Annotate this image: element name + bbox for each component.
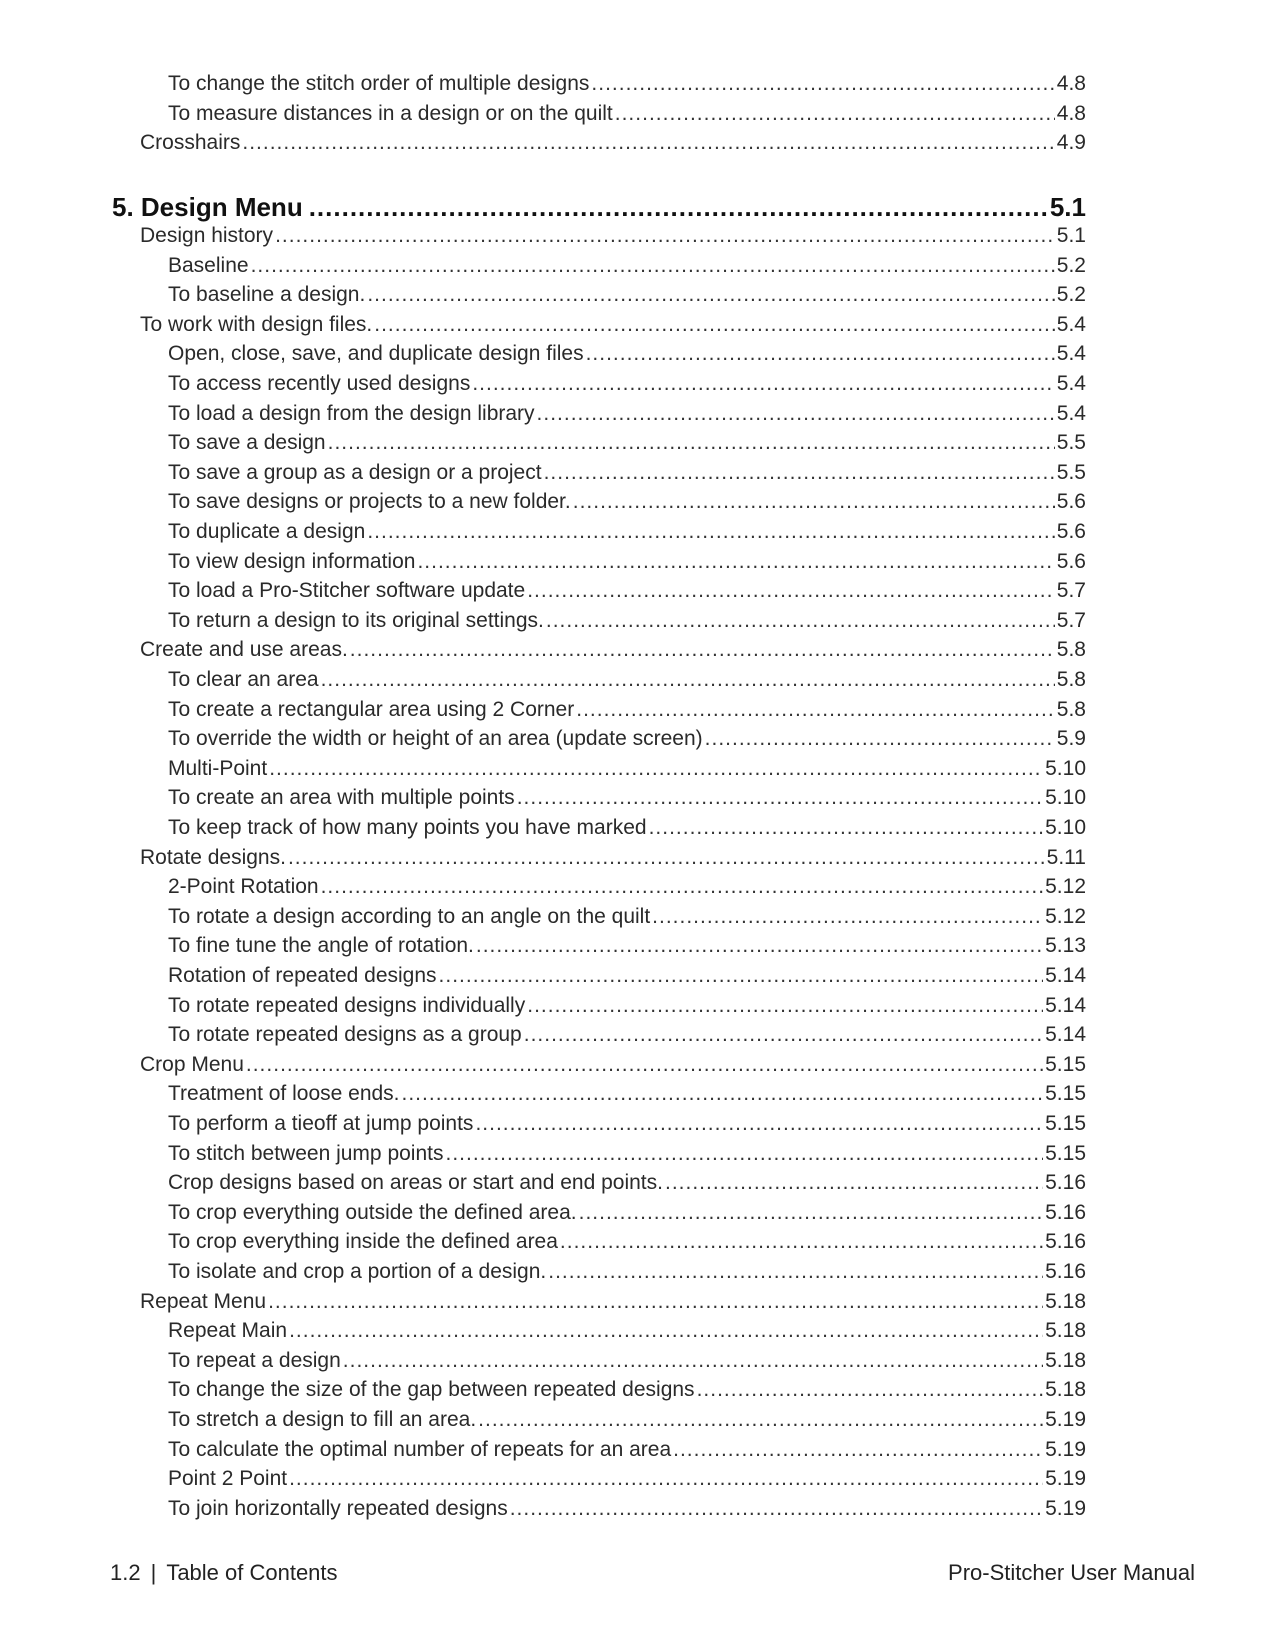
- dot-leader: [476, 931, 1043, 961]
- toc-entry-title: To load a design from the design library: [168, 401, 535, 425]
- dot-leader: [402, 1079, 1044, 1109]
- toc-entry-page-number: 5.4: [1056, 401, 1086, 425]
- toc-entry-title: To save designs or projects to a new folder.: [168, 490, 571, 514]
- toc-entry-title: To fine tune the angle of rotation.: [168, 934, 474, 958]
- toc-entry-title: To clear an area: [168, 668, 319, 691]
- dot-leader: [242, 128, 1054, 158]
- toc-entry-page-number: 5.14: [1045, 1023, 1086, 1047]
- toc-entry-page-number: 5.6: [1056, 549, 1086, 573]
- toc-entry[interactable]: [168, 1079, 1086, 1109]
- toc-entry-title: Rotation of repeated designs: [168, 964, 437, 987]
- toc-entry-title: Open, close, save, and duplicate design files: [168, 342, 584, 366]
- toc-entry-page-number: 5.12: [1045, 904, 1086, 928]
- toc-entry-title: Point 2 Point: [168, 1467, 288, 1491]
- toc-entry[interactable]: [168, 813, 1086, 843]
- toc-entry-page-number: 5.6: [1056, 490, 1086, 514]
- toc-entry[interactable]: [168, 487, 1086, 517]
- toc-entry-page-number: 5.9: [1056, 727, 1086, 751]
- toc-entry-page-number: 5.19: [1045, 1467, 1086, 1491]
- dot-leader: [321, 872, 1044, 902]
- toc-entry[interactable]: [168, 1375, 1086, 1405]
- toc-entry-title: Repeat Main: [168, 1319, 288, 1343]
- dot-leader: [343, 1346, 1043, 1376]
- toc-entry[interactable]: [140, 843, 1086, 873]
- toc-entry-title: To rotate a design according to an angle on the quilt: [168, 904, 651, 928]
- toc-entry-title: To save a design: [168, 431, 326, 455]
- dot-leader: [527, 991, 1043, 1021]
- dot-leader: [251, 251, 1055, 281]
- toc-entry[interactable]: [168, 339, 1086, 369]
- footer-section: Table of Contents: [166, 1560, 338, 1585]
- toc-entry[interactable]: [168, 1464, 1086, 1494]
- toc-entry-title: Multi-Point: [168, 756, 268, 780]
- toc-entry[interactable]: [168, 1346, 1086, 1376]
- toc-entry-title: Rotate designs.: [140, 845, 286, 869]
- dot-leader: [573, 487, 1055, 517]
- toc-entry-page-number: 5.19: [1045, 1408, 1086, 1431]
- toc-entry-title: To stretch a design to fill an area.: [168, 1408, 477, 1431]
- chapter-page-number: 5.1: [1049, 192, 1086, 222]
- toc-entry-page-number: 5.11: [1046, 845, 1086, 869]
- toc-entry-page-number: 5.16: [1045, 1200, 1086, 1224]
- toc-entry[interactable]: [168, 399, 1086, 429]
- toc-entry-title: To baseline a design.: [168, 283, 366, 307]
- toc-entry-title: To create an area with multiple points: [168, 786, 515, 810]
- dot-leader: [649, 813, 1044, 843]
- toc-entry-title: Crop designs based on areas or start and end points.: [168, 1171, 663, 1195]
- toc-entry-page-number: 5.18: [1045, 1289, 1086, 1313]
- dot-leader: [288, 843, 1045, 873]
- footer-manual-title: Pro-Stitcher User Manual: [948, 1560, 1195, 1585]
- toc-entry-page-number: 4.8: [1056, 72, 1086, 95]
- toc-entry[interactable]: [168, 665, 1086, 695]
- toc-entry-title: Create and use areas.: [140, 638, 348, 662]
- chapter-title: 5. Design Menu: [112, 192, 303, 222]
- toc-entry[interactable]: [168, 517, 1086, 547]
- toc-entry[interactable]: [168, 1405, 1086, 1435]
- toc-entry[interactable]: [168, 606, 1086, 636]
- toc-entry-page-number: 5.18: [1045, 1348, 1086, 1372]
- toc-entry-page-number: 5.16: [1045, 1171, 1086, 1195]
- dot-leader: [475, 1109, 1043, 1139]
- toc-entry-page-number: 5.14: [1045, 993, 1086, 1017]
- toc-entry-title: To view design information: [168, 549, 416, 573]
- dot-leader: [548, 1257, 1043, 1287]
- toc-entry[interactable]: [168, 1198, 1086, 1228]
- toc-entry[interactable]: [140, 1287, 1086, 1317]
- toc-entry-page-number: 5.7: [1056, 608, 1086, 632]
- dot-leader: [445, 1139, 1043, 1169]
- toc-entry[interactable]: [168, 724, 1086, 754]
- toc-entry-page-number: 4.9: [1056, 131, 1086, 155]
- toc-entry-page-number: 5.7: [1056, 579, 1086, 603]
- dot-leader: [537, 399, 1055, 429]
- toc-entry[interactable]: [168, 576, 1086, 606]
- toc-entry-title: To override the width or height of an area (update screen): [168, 727, 703, 751]
- toc-entry-title: Crosshairs: [140, 131, 241, 155]
- dot-leader: [579, 1198, 1044, 1228]
- toc-entry[interactable]: [168, 1139, 1086, 1169]
- dot-leader: [289, 1316, 1043, 1346]
- toc-entry-page-number: 5.2: [1056, 283, 1086, 307]
- toc-entry-page-number: 5.8: [1056, 638, 1086, 662]
- toc-entry-page-number: 5.4: [1056, 372, 1086, 395]
- toc-entry[interactable]: [168, 251, 1086, 281]
- dot-leader: [510, 1494, 1043, 1524]
- toc-entry[interactable]: [168, 902, 1086, 932]
- dot-leader: [309, 192, 1048, 223]
- toc-entry[interactable]: [168, 872, 1086, 902]
- toc-entry-page-number: 5.4: [1056, 342, 1086, 366]
- toc-entry[interactable]: [168, 783, 1086, 813]
- dot-leader: [321, 665, 1055, 695]
- toc-entry-title: To isolate and crop a portion of a design.: [168, 1260, 547, 1283]
- toc-entry-title: To keep track of how many points you have marked: [168, 816, 647, 839]
- toc-entry-title: To measure distances in a design or on the quilt: [168, 101, 613, 125]
- toc-entry-title: Crop Menu: [140, 1052, 244, 1076]
- toc-entry[interactable]: [140, 128, 1086, 158]
- toc-entry-page-number: 5.19: [1045, 1496, 1086, 1520]
- dot-leader: [517, 783, 1043, 813]
- toc-entry-title: To change the stitch order of multiple designs: [168, 72, 590, 95]
- toc-entry-title: To crop everything inside the defined area: [168, 1230, 558, 1254]
- toc-entry-title: To join horizontally repeated designs: [168, 1496, 508, 1520]
- dot-leader: [417, 547, 1054, 577]
- dot-leader: [665, 1168, 1043, 1198]
- toc-entry[interactable]: [168, 69, 1086, 99]
- toc-entry-page-number: 5.16: [1045, 1260, 1086, 1283]
- toc-entry[interactable]: [140, 221, 1086, 251]
- toc-entry-page-number: 5.4: [1056, 312, 1086, 336]
- dot-leader: [546, 606, 1055, 636]
- toc-entry-title: Design history: [140, 224, 274, 247]
- toc-entry-page-number: 5.6: [1056, 520, 1086, 543]
- toc-entry-page-number: 5.8: [1056, 668, 1086, 691]
- toc-entry-title: To create a rectangular area using 2 Corner: [168, 697, 575, 721]
- dot-leader: [328, 428, 1055, 458]
- toc-entry-page-number: 5.15: [1045, 1082, 1086, 1106]
- toc-entry-title: To return a design to its original settings.: [168, 608, 544, 632]
- toc-entry-title: Baseline: [168, 253, 249, 277]
- toc-entry-page-number: 5.5: [1056, 431, 1086, 455]
- toc-entry[interactable]: [168, 1257, 1086, 1287]
- dot-leader: [673, 1435, 1043, 1465]
- toc-entry[interactable]: [168, 991, 1086, 1021]
- toc-entry[interactable]: [168, 931, 1086, 961]
- toc-entry-page-number: 5.15: [1045, 1112, 1086, 1135]
- toc-entry-title: To duplicate a design: [168, 520, 366, 543]
- toc-entry-title: To rotate repeated designs individually: [168, 993, 526, 1017]
- toc-entry-page-number: 5.1: [1056, 224, 1086, 247]
- toc-entry-title: To change the size of the gap between repeated designs: [168, 1378, 695, 1402]
- footer-left: [110, 1560, 338, 1586]
- toc-entry-title: To stitch between jump points: [168, 1141, 444, 1165]
- toc-entry-page-number: 5.13: [1045, 934, 1086, 958]
- toc-entry[interactable]: [168, 1168, 1086, 1198]
- toc-entry[interactable]: [168, 1109, 1086, 1139]
- dot-leader: [591, 69, 1054, 99]
- toc-entry[interactable]: [168, 458, 1086, 488]
- dot-leader: [275, 221, 1055, 251]
- dot-leader: [289, 1464, 1043, 1494]
- toc-entry-page-number: 5.19: [1045, 1437, 1086, 1461]
- dot-leader: [246, 1050, 1043, 1080]
- toc-entry[interactable]: [168, 1435, 1086, 1465]
- toc-entry[interactable]: [168, 961, 1086, 991]
- toc-entry-title: To rotate repeated designs as a group: [168, 1023, 522, 1047]
- toc-entry[interactable]: [168, 754, 1086, 784]
- toc-entry[interactable]: [168, 1227, 1086, 1257]
- dot-leader: [705, 724, 1055, 754]
- toc-entry[interactable]: [168, 99, 1086, 129]
- dot-leader: [576, 695, 1055, 725]
- dot-leader: [439, 961, 1044, 991]
- toc-entry-page-number: 5.10: [1045, 816, 1086, 839]
- toc-entry-title: To perform a tieoff at jump points: [168, 1112, 474, 1135]
- footer-separator: |: [150, 1560, 157, 1585]
- toc-entry-page-number: 5.2: [1056, 253, 1086, 277]
- toc-entry-title: To crop everything outside the defined area.: [168, 1200, 577, 1224]
- dot-leader: [527, 576, 1055, 606]
- toc-entry[interactable]: [168, 280, 1086, 310]
- toc-entry[interactable]: [168, 1494, 1086, 1524]
- dot-leader: [367, 517, 1054, 547]
- toc-entry-title: To repeat a design: [168, 1348, 341, 1372]
- toc-entry-page-number: 5.12: [1045, 875, 1086, 899]
- dot-leader: [269, 754, 1043, 784]
- toc-entry[interactable]: [168, 369, 1086, 399]
- toc-entry[interactable]: [168, 1316, 1086, 1346]
- toc-entry[interactable]: [168, 547, 1086, 577]
- dot-leader: [652, 902, 1043, 932]
- dot-leader: [268, 1287, 1043, 1317]
- dot-leader: [544, 458, 1055, 488]
- toc-entry-page-number: 5.16: [1045, 1230, 1086, 1254]
- toc-entry[interactable]: [140, 635, 1086, 665]
- dot-leader: [524, 1020, 1043, 1050]
- dot-leader: [374, 310, 1055, 340]
- toc-entry-page-number: 5.8: [1056, 697, 1086, 721]
- toc-entry-title: To access recently used designs: [168, 372, 471, 395]
- toc-entry-page-number: 5.15: [1045, 1052, 1086, 1076]
- toc-entry-page-number: 5.18: [1045, 1378, 1086, 1402]
- toc-entry-page-number: 5.10: [1045, 756, 1086, 780]
- toc-entry[interactable]: [168, 428, 1086, 458]
- toc-entry-title: Repeat Menu: [140, 1289, 267, 1313]
- dot-leader: [560, 1227, 1043, 1257]
- toc-entry[interactable]: [168, 1020, 1086, 1050]
- toc-entry[interactable]: [168, 695, 1086, 725]
- toc-entry-title: To save a group as a design or a project: [168, 460, 542, 484]
- footer-page-number: 1.2: [110, 1560, 141, 1585]
- dot-leader: [697, 1375, 1044, 1405]
- toc-entry-page-number: 5.15: [1045, 1141, 1086, 1165]
- dot-leader: [615, 99, 1055, 129]
- toc-entry-page-number: 5.14: [1045, 964, 1086, 987]
- dot-leader: [472, 369, 1054, 399]
- dot-leader: [478, 1405, 1043, 1435]
- toc-entry-title: Treatment of loose ends.: [168, 1082, 400, 1106]
- toc-entry-title: To calculate the optimal number of repeats for an area: [168, 1437, 672, 1461]
- toc-entry[interactable]: [140, 1050, 1086, 1080]
- toc-entry-page-number: 5.18: [1045, 1319, 1086, 1343]
- toc-entry[interactable]: [140, 310, 1086, 340]
- toc-entry-page-number: 5.5: [1056, 460, 1086, 484]
- toc-entry-page-number: 4.8: [1056, 101, 1086, 125]
- dot-leader: [350, 635, 1055, 665]
- toc-entry-title: To load a Pro-Stitcher software update: [168, 579, 526, 603]
- dot-leader: [586, 339, 1055, 369]
- toc-entry-title: To work with design files.: [140, 312, 373, 336]
- toc-entry-title: 2-Point Rotation: [168, 875, 319, 899]
- toc-entry-page-number: 5.10: [1045, 786, 1086, 810]
- dot-leader: [367, 280, 1054, 310]
